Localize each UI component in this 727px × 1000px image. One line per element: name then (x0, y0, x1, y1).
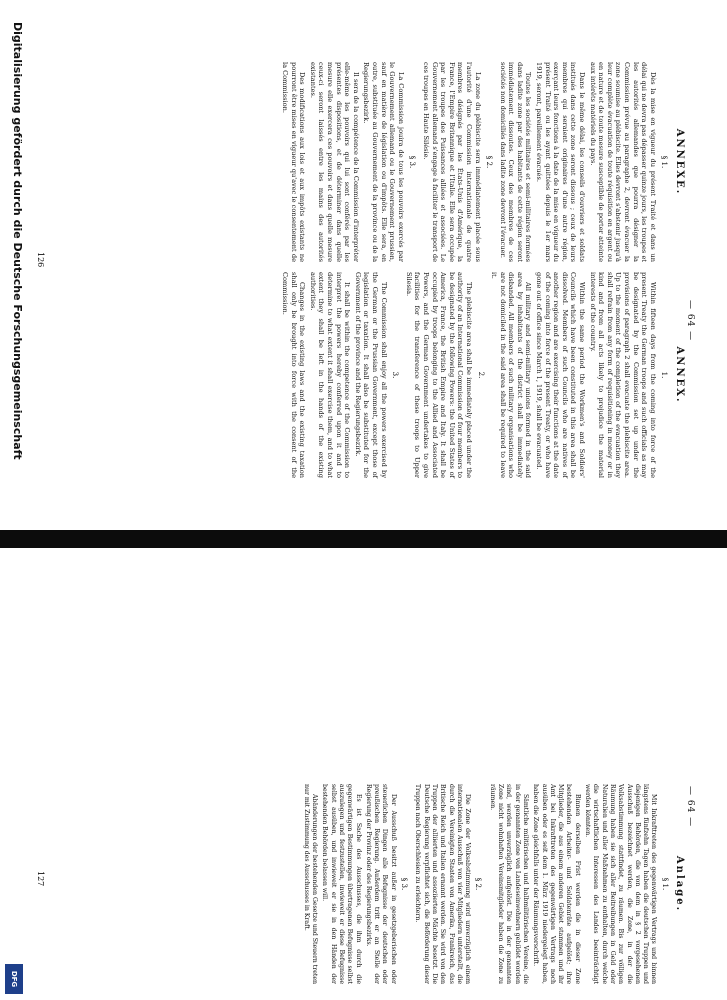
english-paragraph: Within fifteen days from the coming into force of the present Treaty the German troops and such officials as may be designated by the Commission set up under the provisions of paragraph 2 shall evacuate the plebiscite area. Up to the moment of the completion of the evacuation they shall refrain from any form of requisitioning in money or in kind and from all acts likely to prejudice the material interests of the country. (588, 272, 657, 478)
french-paragraph: Toutes les sociétés militaires et semi-militaires formées dans ladite zone par des habitants de cette région seront immédiatement dissoutes. Ceux des membres de ces sociétés non domiciliés dans ladite zone devront l'évacuer. (498, 62, 533, 262)
english-paragraph: The plebiscite area shall be immediately placed under the authority of an International Commission of four members to be designated by the following Powers: the United States of America, France, the British Empire and Italy. It shall be occupied by troops belonging to the Allied and Associated Powers, and the German Government undertakes to give facilities for the transference of these troops to Upper Silesia. (404, 272, 473, 478)
german-column (300, 784, 687, 984)
french-section-1: § 1. (660, 155, 669, 169)
page-number: 126 (36, 252, 45, 268)
german-paragraph: Der Ausschuß besitzt außer in gesetzgeberischen oder steuerlichen Dingen alle Befugnisse der deutschen oder preußischen Regierung. Außerdem tritt er an Stelle der Regierung der Provinz oder des Regierungsbezirks. (364, 784, 397, 984)
german-paragraph: Mit Inkrafttreten des gegenwärtigen Vertrags und binnen längstens fünfzehn Tagen haben die deutschen Truppen und diejenigen Behörden, die von dem in § 2 vorgesehenen Ausschuß bezeichnet werden, die Zone, in der die Volksabstimmung stattfindet, zu räumen. Bis zur völligen Räumung haben sie sich aller Beitreibungen in Geld oder Naturalien und aller Maßnahmen zu enthalten, durch welche die wirtschaftlichen Interessen des Landes beeinträchtigt werden könnten. (584, 784, 658, 984)
digitization-credit-text: Digitalisierung gefördert durch die Deutsche Forschungsgemeinschaft (11, 22, 24, 460)
english-section-1: 1. (660, 371, 669, 379)
page-folio: — 64 — (685, 786, 695, 828)
english-section-2: 2. (476, 371, 485, 379)
french-paragraph: Il sera de la compétence de la Commission d'interpréter elle-même les pouvoirs qui lui sont conférés par les présentes dispositions, et de déterminer dans quelle mesure elle exercera ces pouvoirs et dans quelle mesure ceux-ci seront laissés entre les mains des autorités existantes. (308, 62, 360, 262)
english-paragraph: It shall be within the competence of the Commission to interpret the powers hereby conferred upon it and to determine to what extent it shall exercise them, and to what extent they shall be left in the hands of the existing authorities. (308, 272, 352, 478)
french-paragraph: La Commission jouira de tous les pouvoirs exercés par le Gouvernement allemand ou le Gouvernement prussien, sauf en matière de législation ou d'impôts. Elle sera, en outre, substituée au Gouvernement de la province ou de la Regierungsbezirk. (362, 62, 405, 262)
german-paragraph: Es ist Sache des Ausschusses, die ihm durch die gegenwärtigen Bestimmungen übertragenen Befugnisse selbst auszulegen und festzustellen, inwieweit er diese Befugnisse selbst ausüben, und inwieweit er sie in den Händen der bestehenden Behörden belassen will. (321, 784, 362, 984)
page-gutter-shadow (0, 530, 727, 548)
page-number: 127 (36, 871, 45, 887)
english-title: ANNEX. (674, 346, 685, 404)
dfg-logo: DFG (5, 964, 23, 994)
german-paragraph: Abänderungen der bestehenden Gesetze und Steuern treten nur mit Zustimmung des Ausschusses in Kraft. (302, 784, 319, 984)
german-paragraph: Sämtliche militärischen und halbmilitärischen Vereine, die in der genannten Zone von Landeseinwohnern gebildet worden sind, werden unverzüglich aufgelöst. Die in der genannten Zone nicht wohnhaften Vereinsmitglieder haben die Zone zu räumen. (488, 784, 529, 984)
french-section-2: § 2. (485, 155, 494, 169)
english-section-3: 3. (391, 371, 400, 379)
english-paragraph: Changes in the existing laws and the existing taxation shall only be brought into force with the consent of the Commission. (281, 272, 307, 478)
english-column (278, 272, 687, 478)
french-paragraph: Dans le même délai, les conseils d'ouvriers et soldats institués dans cette zone seront dissous ; ceux de leurs membres qui seraient originaires d'une autre région, exerçant leurs fonctions à la date de la mise en vigueur du présent Traité ou les ayant quittées depuis le 1er mars 1919, seront, pareillement évacués. (535, 62, 587, 262)
french-paragraph: La zone du plébiscite sera immédiatement placée sous l'autorité d'une Commission internationale de quatre membres désignés par les États-Unis d'Amérique, la France, l'Empire Britannique et l'Italie. Elle sera occupée par les troupes des Puissances alliées et associées. Le Gouvernement allemand s'engage à faciliter le transport de ces troupes en Haute Silésie. (421, 62, 482, 262)
german-paragraph: Die Zone der Volksabstimmung wird unverzüglich einem internationalen Ausschuß von vier Mitgliedern unterstellt, die durch die Vereinigten Staaten von Amerika, Frankreich, das Britische Reich und Italien ernannt werden. Sie wird von den Truppen der alliierten und assoziierten Mächte besetzt. Die Deutsche Regierung verpflichtet sich, die Beförderung dieser Truppen nach Oberschlesien zu erleichtern. (414, 784, 472, 984)
page-folio: — 64 — (685, 300, 695, 342)
german-section-1: § 1. (660, 877, 669, 891)
page-127 (0, 556, 727, 1000)
french-paragraph: Dès la mise en vigueur du présent Traité et dans un délai qui ne devra pas dépasser quinze jours, les troupes et les autorités allemandes que pourra désigner la Commission prévue au paragraphe 2, devront évacuer la zone soumise au plébiscite. Elles devront s'abstenir jusqu'à leur complète évacuation de toute réquisition en argent ou en nature et de toute mesure susceptible de porter atteinte aux intérêts matériels du pays. (588, 62, 657, 262)
german-paragraph: Binnen derselben Frist werden die in dieser Zone bestehenden Arbeiter- und Soldatenräte aufgelöst; ihre Mitglieder, die aus einem anderen Gebiet stammen und ihr Amt bei Inkrafttreten des gegenwärtigen Vertrags noch ausüben oder es seit dem 1. März 1919 niedergelegt haben, haben die Zone gleichfalls unter der Räumungsvorschrift. (532, 784, 581, 984)
german-section-2: § 2. (474, 877, 483, 891)
english-paragraph: Within the same period the Workmen's and Soldiers' Councils which have been constituted in this area shall be dissolved. Members of such Councils who are natives of another region and are exercising their functions at the date of the coming into force of the present Treaty, or who have gone out of office since March 1, 1919, shall be evacuated. (535, 272, 587, 478)
english-paragraph: All military and semi-military unions formed in the said area by inhabitants of the district shall be immediately disbanded. All members of such military organisations who are not domiciled in the said area shall be required to leave it. (490, 272, 533, 478)
french-title: ANNEXE. (674, 128, 685, 196)
french-column (278, 62, 687, 262)
english-paragraph: The Commission shall enjoy all the powers exercised by the German or the Prussian Government, except those of legislation or taxation. It shall also be substituted for the Government of the province and the Regierungsbezirk. (353, 272, 388, 478)
french-section-3: § 3. (408, 155, 417, 169)
german-title: Anlage. (674, 855, 685, 913)
german-section-3: § 3. (400, 877, 409, 891)
french-paragraph: Des modifications aux lois et aux impôts existants ne pourront être mises en vigueur qu'avec le consentement de la Commission. (281, 62, 307, 262)
